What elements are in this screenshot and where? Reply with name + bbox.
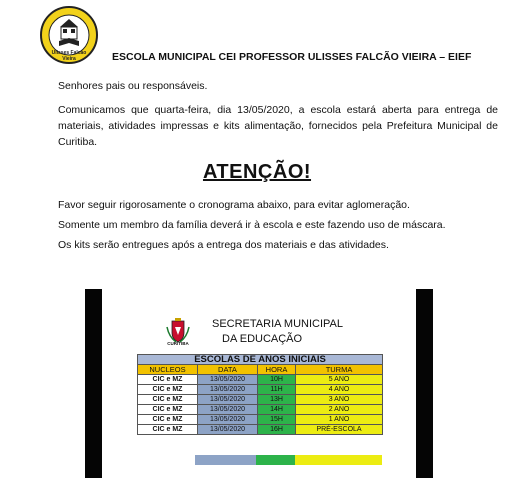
notice-paragraph: Comunicamos que quarta-feira, dia 13/05/2020, a escola estará aberta para entrega de materiais, atividades impressas e kits alimentação, fornecidos pela Prefeitura Municipal de Curitiba.: [58, 104, 498, 148]
left-black-bar: [85, 289, 102, 478]
table-cell: 13/05/2020: [198, 425, 258, 435]
table-cell: CIC e MZ: [138, 425, 198, 435]
table-cell: 13/05/2020: [198, 385, 258, 395]
table-cell: 13/05/2020: [198, 375, 258, 385]
secretaria-line-1: SECRETARIA MUNICIPAL: [212, 318, 344, 330]
schedule-table: [137, 354, 383, 435]
column-header: HORA: [258, 365, 296, 375]
table-cell: 5 ANO: [296, 375, 383, 385]
table-cell: 14H: [258, 405, 296, 415]
table-cell: CIC e MZ: [138, 405, 198, 415]
turma-column-footer: [295, 455, 382, 465]
table-cell: 15H: [258, 415, 296, 425]
table-row: [138, 375, 383, 385]
attention-heading: ATENÇÃO!: [202, 161, 312, 183]
secretaria-line-2: DA EDUCAÇÃO: [222, 333, 303, 345]
table-cell: 3 ANO: [296, 395, 383, 405]
table-cell: CIC e MZ: [138, 415, 198, 425]
table-cell: CIC e MZ: [138, 375, 198, 385]
table-row: [138, 385, 383, 395]
table-cell: PRÉ-ESCOLA: [296, 425, 383, 435]
table-cell: 1 ANO: [296, 415, 383, 425]
table-cell: CIC e MZ: [138, 385, 198, 395]
table-cell: 4 ANO: [296, 385, 383, 395]
table-cell: 13H: [258, 395, 296, 405]
table-row: [138, 395, 383, 405]
column-header: TURMA: [296, 365, 383, 375]
table-title: ESCOLAS DE ANOS INICIAIS: [138, 355, 383, 365]
instruction-line-3: Os kits serão entregues após a entrega dos materiais e das atividades.: [58, 239, 389, 251]
hora-column-footer: [256, 455, 295, 465]
column-header: DATA: [198, 365, 258, 375]
table-row: [138, 425, 383, 435]
column-header: NUCLEOS: [138, 365, 198, 375]
data-column-footer: [195, 455, 256, 465]
greeting: Senhores pais ou responsáveis.: [58, 80, 208, 92]
instruction-line-2: Somente um membro da família deverá ir à escola e este fazendo uso de máscara.: [58, 219, 446, 231]
curitiba-label: CURITIBA: [167, 341, 189, 346]
table-cell: 2 ANO: [296, 405, 383, 415]
table-row: [138, 405, 383, 415]
table-row: [138, 415, 383, 425]
right-black-bar: [416, 289, 433, 478]
table-cell: 16H: [258, 425, 296, 435]
logo-text: Ulisses Falcão Vieira: [51, 50, 87, 62]
table-cell: 13/05/2020: [198, 415, 258, 425]
school-name: ESCOLA MUNICIPAL CEI PROFESSOR ULISSES FALCÃO VIEIRA – EIEF: [112, 51, 472, 63]
school-logo: [40, 6, 98, 64]
instruction-line-1: Favor seguir rigorosamente o cronograma abaixo, para evitar aglomeração.: [58, 199, 410, 211]
table-cell: 13/05/2020: [198, 395, 258, 405]
table-cell: 10H: [258, 375, 296, 385]
table-cell: 11H: [258, 385, 296, 395]
table-cell: 13/05/2020: [198, 405, 258, 415]
table-cell: CIC e MZ: [138, 395, 198, 405]
